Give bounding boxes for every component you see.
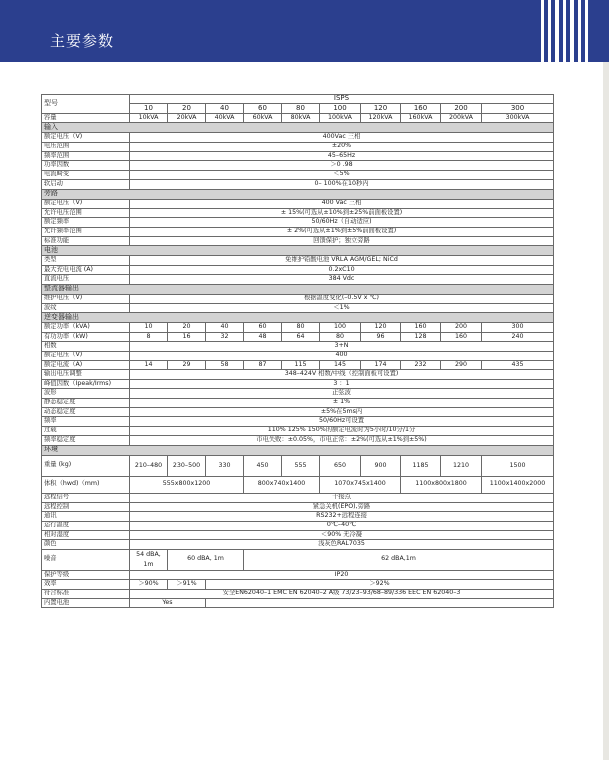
table-row bbox=[42, 389, 554, 398]
table-row bbox=[42, 113, 554, 122]
table-cell: 348–424V 相数/中线（控制面板可设置) bbox=[130, 370, 554, 379]
table-cell: 54 dBA, 1m bbox=[130, 549, 168, 570]
table-cell: 50/60Hz（自动适应) bbox=[130, 218, 554, 227]
table-cell: 电压范围 bbox=[42, 142, 130, 151]
table-cell: 10 bbox=[130, 104, 168, 113]
table-cell: 210–480 bbox=[130, 455, 168, 476]
table-cell: 435 bbox=[482, 360, 554, 369]
table-cell: 10 bbox=[130, 323, 168, 332]
table-cell: 功率因数 bbox=[42, 161, 130, 170]
table-cell: 允许电压范围 bbox=[42, 208, 130, 217]
table-cell: 115 bbox=[282, 360, 320, 369]
table-cell: 450 bbox=[244, 455, 282, 476]
page-title: 主要参数 bbox=[50, 32, 115, 50]
section-title: 环境 bbox=[42, 445, 554, 455]
table-cell: 80 bbox=[282, 104, 320, 113]
table-row bbox=[42, 170, 554, 179]
table-cell-empty bbox=[206, 599, 554, 608]
table-cell: 650 bbox=[320, 455, 361, 476]
table-cell: 1500 bbox=[482, 455, 554, 476]
table-cell: 允许频率范围 bbox=[42, 227, 130, 236]
table-row bbox=[42, 208, 554, 217]
table-cell: 300kVA bbox=[482, 113, 554, 122]
table-row bbox=[42, 540, 554, 549]
table-cell: 输出电压调整 bbox=[42, 370, 130, 379]
table-cell: 静态稳定度 bbox=[42, 398, 130, 407]
table-row bbox=[42, 133, 554, 142]
table-cell: 45–65Hz bbox=[130, 151, 554, 160]
table-cell: 额定电压（V) bbox=[42, 199, 130, 208]
section-title: 输入 bbox=[42, 123, 554, 133]
table-cell: ＞92% bbox=[206, 580, 554, 589]
table-cell: 384 Vdc bbox=[130, 275, 554, 284]
table-cell: 容量 bbox=[42, 113, 130, 122]
table-cell: ＜90% 无冷凝 bbox=[130, 531, 554, 540]
table-row bbox=[42, 370, 554, 379]
table-cell: 有功功率（kW) bbox=[42, 332, 130, 341]
table-cell: 20 bbox=[168, 104, 206, 113]
table-cell: 400Vac 三相 bbox=[130, 133, 554, 142]
model-header-row bbox=[42, 95, 554, 104]
table-cell: 最大充电电流 (A) bbox=[42, 265, 130, 274]
table-cell: 软启动 bbox=[42, 180, 130, 189]
table-cell: 安全EN62040–1 EMC EN 62040–2 A级 73/23–93/68–89/336 EEC EN 62040–3 bbox=[130, 589, 554, 598]
table-cell: ± 15%(可选从±10%到±25%前面板设置) bbox=[130, 208, 554, 217]
table-cell: ±20% bbox=[130, 142, 554, 151]
table-row bbox=[42, 426, 554, 435]
table-row bbox=[42, 151, 554, 160]
table-cell: 动态稳定度 bbox=[42, 407, 130, 416]
table-cell: 230–500 bbox=[168, 455, 206, 476]
table-cell: 波形 bbox=[42, 389, 130, 398]
section-title: 整流器输出 bbox=[42, 284, 554, 294]
table-cell: 240 bbox=[482, 332, 554, 341]
table-cell: 200 bbox=[441, 104, 482, 113]
table-row bbox=[42, 265, 554, 274]
table-cell: 1210 bbox=[441, 455, 482, 476]
table-cell: ± 2%(可选从±1%到±5%前面板设置) bbox=[130, 227, 554, 236]
table-cell: 维护电压（V) bbox=[42, 294, 130, 303]
table-cell: 额定电压（V) bbox=[42, 351, 130, 360]
table-cell: 运行温度 bbox=[42, 521, 130, 530]
table-row bbox=[42, 275, 554, 284]
table-cell: 额定电压（V) bbox=[42, 133, 130, 142]
table-cell: ＞90% bbox=[130, 580, 168, 589]
table-row bbox=[42, 379, 554, 388]
table-cell: 直流电压 bbox=[42, 275, 130, 284]
table-cell: 远程信号 bbox=[42, 493, 130, 502]
table-cell: ＜5% bbox=[130, 170, 554, 179]
table-cell: 3 ：1 bbox=[130, 379, 554, 388]
table-cell: 0.2xC10 bbox=[130, 265, 554, 274]
page-header bbox=[0, 0, 609, 62]
table-row bbox=[42, 323, 554, 332]
section-title: 旁路 bbox=[42, 189, 554, 199]
table-cell: 300 bbox=[482, 323, 554, 332]
table-row bbox=[42, 351, 554, 360]
table-cell: 内置电池 bbox=[42, 599, 130, 608]
page-edge bbox=[603, 62, 609, 760]
table-row bbox=[42, 237, 554, 246]
weight-row bbox=[42, 455, 554, 476]
table-row bbox=[42, 493, 554, 502]
table-cell: 20 bbox=[168, 323, 206, 332]
table-cell: 免维护铅酸电池 VRLA AGM/GEL; NiCd bbox=[130, 256, 554, 265]
table-row bbox=[42, 407, 554, 416]
table-cell: 浅灰色RAL7035 bbox=[130, 540, 554, 549]
table-cell: 远程控制 bbox=[42, 502, 130, 511]
section-header-row bbox=[42, 313, 554, 323]
table-cell: 回馈保护；独立旁路 bbox=[130, 237, 554, 246]
table-cell: 额定电流（A) bbox=[42, 360, 130, 369]
table-cell: 市电失败：±0.05%，市电正常：±2%(可选从±1%到±5%) bbox=[130, 436, 554, 445]
table-cell: 160 bbox=[441, 332, 482, 341]
table-row bbox=[42, 199, 554, 208]
table-cell: 紧急关机(EPO),旁路 bbox=[130, 502, 554, 511]
section-header-row bbox=[42, 189, 554, 199]
table-cell: ＞0 .98 bbox=[130, 161, 554, 170]
table-cell: 正弦波 bbox=[130, 389, 554, 398]
protection-row bbox=[42, 570, 554, 579]
table-cell: ± 1% bbox=[130, 398, 554, 407]
table-cell: 40 bbox=[206, 104, 244, 113]
section-header-row bbox=[42, 445, 554, 455]
table-cell: 颜色 bbox=[42, 540, 130, 549]
table-cell: 1100x800x1800 bbox=[401, 476, 482, 493]
table-cell: ±5%在5ms内 bbox=[130, 407, 554, 416]
table-row bbox=[42, 502, 554, 511]
table-row bbox=[42, 342, 554, 351]
section-header-row bbox=[42, 246, 554, 256]
table-cell: 60kVA bbox=[244, 113, 282, 122]
table-cell: 60 bbox=[244, 104, 282, 113]
table-cell: 50/60Hz可设置 bbox=[130, 417, 554, 426]
table-cell: 额定功率（kVA) bbox=[42, 323, 130, 332]
table-cell: 160 bbox=[401, 104, 441, 113]
table-cell: 40 bbox=[206, 323, 244, 332]
table-row bbox=[42, 436, 554, 445]
table-cell: 类型 bbox=[42, 256, 130, 265]
table-row bbox=[42, 521, 554, 530]
table-cell: 60 bbox=[244, 323, 282, 332]
table-cell: 200kVA bbox=[441, 113, 482, 122]
table-cell: 555 bbox=[282, 455, 320, 476]
section-header-row bbox=[42, 284, 554, 294]
section-title: 逆变器输出 bbox=[42, 313, 554, 323]
efficiency-row bbox=[42, 580, 554, 589]
table-row bbox=[42, 332, 554, 341]
table-cell: 10kVA bbox=[130, 113, 168, 122]
table-cell: 80 bbox=[320, 332, 361, 341]
table-row bbox=[42, 512, 554, 521]
table-cell: 100 bbox=[320, 104, 361, 113]
table-cell: 频率范围 bbox=[42, 151, 130, 160]
table-cell: 120kVA bbox=[361, 113, 401, 122]
model-label: 型号 bbox=[42, 95, 130, 114]
table-cell: 相对湿度 bbox=[42, 531, 130, 540]
table-cell: 通讯 bbox=[42, 512, 130, 521]
table-cell: 20kVA bbox=[168, 113, 206, 122]
table-row bbox=[42, 227, 554, 236]
table-cell: 体积（hwd)（mm) bbox=[42, 476, 130, 493]
table-row bbox=[42, 161, 554, 170]
table-cell: 400 bbox=[130, 351, 554, 360]
table-cell: 标准功能 bbox=[42, 237, 130, 246]
internal-battery-row bbox=[42, 599, 554, 608]
table-cell: 3+N bbox=[130, 342, 554, 351]
table-cell: 40kVA bbox=[206, 113, 244, 122]
table-cell: 87 bbox=[244, 360, 282, 369]
table-cell: ＜1% bbox=[130, 304, 554, 313]
table-cell: 48 bbox=[244, 332, 282, 341]
table-cell: 相数 bbox=[42, 342, 130, 351]
table-cell: 16 bbox=[168, 332, 206, 341]
table-cell: 效率 bbox=[42, 580, 130, 589]
table-row bbox=[42, 180, 554, 189]
table-cell: 64 bbox=[282, 332, 320, 341]
table-row bbox=[42, 256, 554, 265]
table-cell: 80 bbox=[282, 323, 320, 332]
table-cell: 29 bbox=[168, 360, 206, 369]
table-cell: 200 bbox=[441, 323, 482, 332]
spec-table bbox=[41, 94, 554, 608]
table-cell: 14 bbox=[130, 360, 168, 369]
table-cell: ＞91% bbox=[168, 580, 206, 589]
table-cell: 800x740x1400 bbox=[244, 476, 320, 493]
table-cell: 1100x1400x2000 bbox=[482, 476, 554, 493]
table-cell: 波纹 bbox=[42, 304, 130, 313]
table-cell: IP20 bbox=[130, 570, 554, 579]
table-cell: 900 bbox=[361, 455, 401, 476]
table-cell: 符合标准 bbox=[42, 589, 130, 598]
table-cell: 555x800x1200 bbox=[130, 476, 244, 493]
table-cell: 128 bbox=[401, 332, 441, 341]
table-cell: 100kVA bbox=[320, 113, 361, 122]
table-cell: 噪音 bbox=[42, 549, 130, 570]
table-cell: 峰值因数（Ipeak/Irms) bbox=[42, 379, 130, 388]
table-cell: 330 bbox=[206, 455, 244, 476]
section-title: 电池 bbox=[42, 246, 554, 256]
table-cell: 8 bbox=[130, 332, 168, 341]
table-cell: 频率 bbox=[42, 417, 130, 426]
series-name: ISPS bbox=[130, 95, 554, 104]
table-cell: 100 bbox=[320, 323, 361, 332]
table-cell: 110% 125% 150%的额定电流时为5小时/10分/1分 bbox=[130, 426, 554, 435]
section-header-row bbox=[42, 123, 554, 133]
table-cell: 400 Vac 三相 bbox=[130, 199, 554, 208]
table-cell: 145 bbox=[320, 360, 361, 369]
table-cell: 过载 bbox=[42, 426, 130, 435]
table-cell: 120 bbox=[361, 323, 401, 332]
table-cell: 58 bbox=[206, 360, 244, 369]
table-cell: Yes bbox=[130, 599, 206, 608]
table-cell: 62 dBA,1m bbox=[244, 549, 554, 570]
table-cell: 电流畸变 bbox=[42, 170, 130, 179]
table-cell: 60 dBA, 1m bbox=[168, 549, 244, 570]
table-cell: 1185 bbox=[401, 455, 441, 476]
table-cell: 根据温度变化(–0.5V x ℃) bbox=[130, 294, 554, 303]
noise-row bbox=[42, 549, 554, 570]
table-row bbox=[42, 142, 554, 151]
table-cell: 1070x745x1400 bbox=[320, 476, 401, 493]
table-cell: 160 bbox=[401, 323, 441, 332]
table-row bbox=[42, 294, 554, 303]
table-cell: 额定频率 bbox=[42, 218, 130, 227]
table-cell: 重量 (kg) bbox=[42, 455, 130, 476]
table-cell: 32 bbox=[206, 332, 244, 341]
table-cell: 96 bbox=[361, 332, 401, 341]
table-cell: 300 bbox=[482, 104, 554, 113]
table-row bbox=[42, 304, 554, 313]
table-cell: 频率稳定度 bbox=[42, 436, 130, 445]
table-cell: RS232+远程连接 bbox=[130, 512, 554, 521]
table-cell: 174 bbox=[361, 360, 401, 369]
standards-row bbox=[42, 589, 554, 598]
table-row bbox=[42, 398, 554, 407]
header-stripes-decoration bbox=[529, 0, 609, 62]
table-row bbox=[42, 531, 554, 540]
table-cell: 290 bbox=[441, 360, 482, 369]
table-cell: 160kVA bbox=[401, 113, 441, 122]
table-row bbox=[42, 218, 554, 227]
table-row bbox=[42, 360, 554, 369]
table-row bbox=[42, 417, 554, 426]
volume-row bbox=[42, 476, 554, 493]
table-cell: 0– 100%在10秒内 bbox=[130, 180, 554, 189]
table-cell: 干接点 bbox=[130, 493, 554, 502]
table-cell: 120 bbox=[361, 104, 401, 113]
table-cell: 232 bbox=[401, 360, 441, 369]
table-cell: 0℃–40℃ bbox=[130, 521, 554, 530]
table-cell: 保护等级 bbox=[42, 570, 130, 579]
table-cell: 80kVA bbox=[282, 113, 320, 122]
